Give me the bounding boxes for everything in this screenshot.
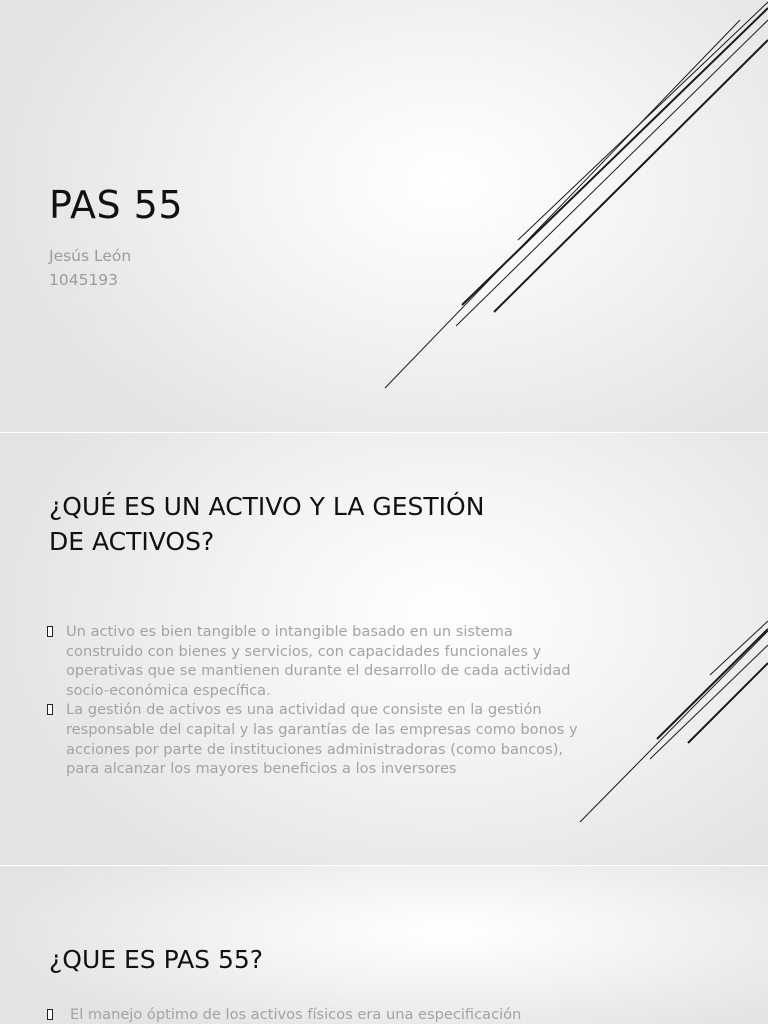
content-slide-assets bbox=[0, 433, 768, 865]
bullet-item bbox=[47, 622, 587, 700]
heading-line-2: DE ACTIVOS? bbox=[49, 527, 215, 556]
bullet-item bbox=[47, 700, 587, 778]
bullet-icon bbox=[47, 626, 53, 637]
id-number: 1045193 bbox=[49, 271, 119, 289]
bullet-icon bbox=[47, 704, 53, 715]
author-name: Jesús León bbox=[49, 247, 132, 265]
bullet-text: Un activo es bien tangible o intangible basado en un sistema construido con bienes y servicios, con capacidades funcionales y operativas que se mantienen durante el desarrollo de cada actividad socio-económica específica. bbox=[66, 623, 571, 699]
heading-line-1: ¿QUÉ ES UN ACTIVO Y LA GESTIÓN bbox=[49, 492, 485, 521]
slide-heading: ¿QUE ES PAS 55? bbox=[49, 945, 264, 974]
slide-title: PAS 55 bbox=[49, 183, 184, 227]
bullet-text: El manejo óptimo de los activos físicos era una especificación bbox=[70, 1006, 522, 1023]
bullet-item bbox=[47, 1005, 587, 1024]
bullet-list bbox=[47, 622, 587, 779]
title-slide bbox=[0, 0, 768, 432]
slide-heading bbox=[49, 489, 484, 559]
bullet-list bbox=[47, 1005, 587, 1024]
bullet-icon bbox=[47, 1009, 53, 1020]
content-slide-pas55 bbox=[0, 866, 768, 1024]
bullet-text: La gestión de activos es una actividad que consiste en la gestión responsable del capital y las garantías de las empresas como bonos y acciones por parte de instituciones administradoras (como bancos), para alcanzar los mayores beneficios a los inversores bbox=[66, 701, 578, 778]
